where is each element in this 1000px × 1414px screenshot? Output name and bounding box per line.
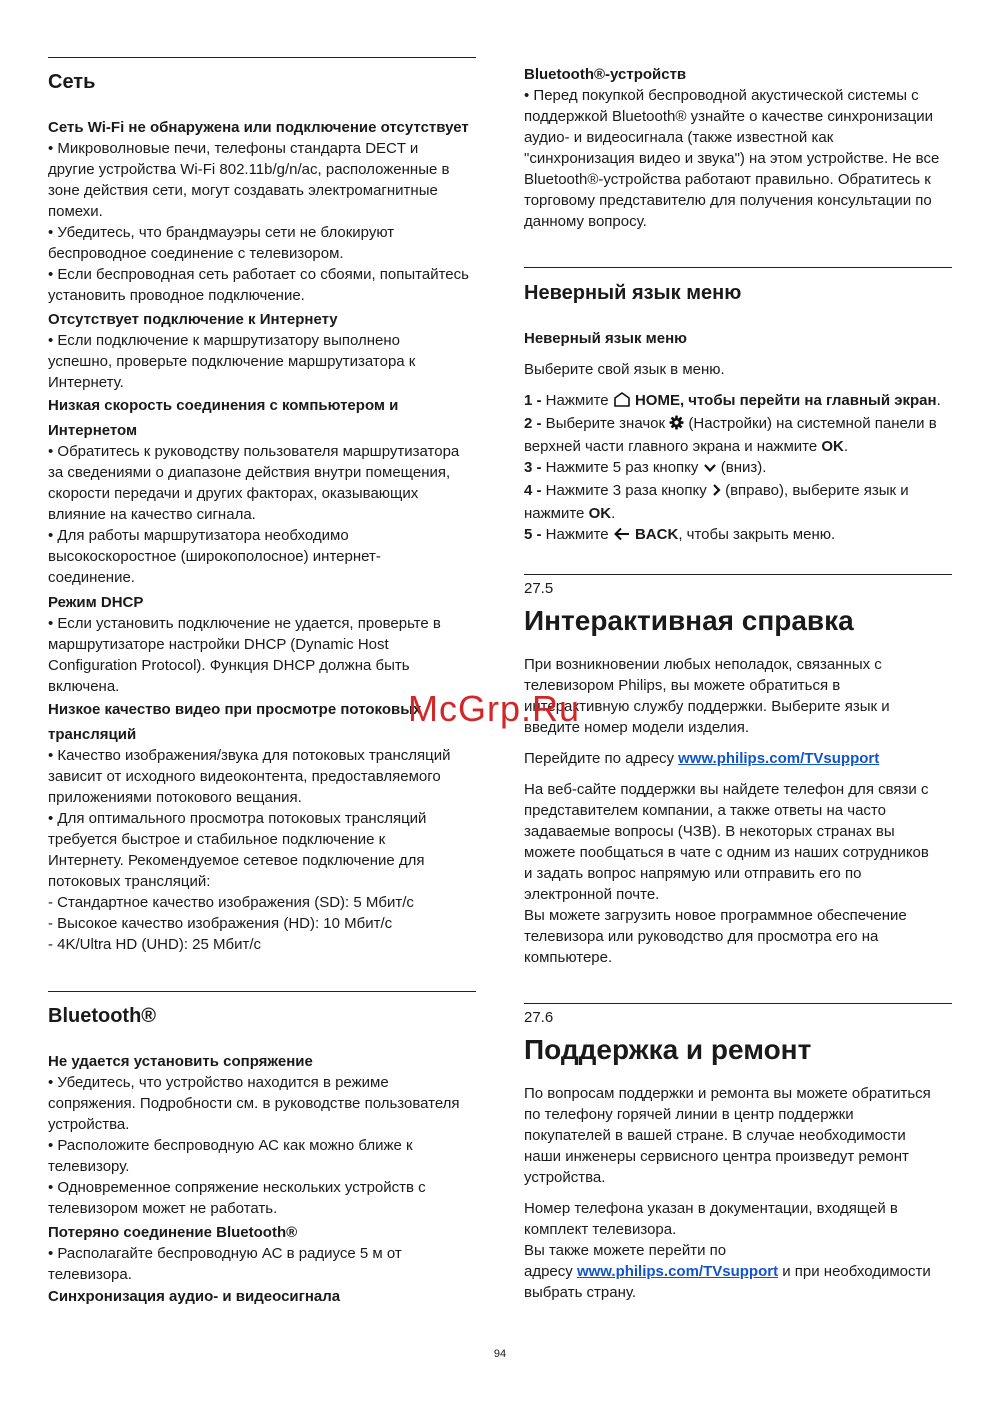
address-text: и при необходимости — [778, 1263, 931, 1280]
pair-text — [48, 1072, 488, 1219]
text-line: • Если беспроводная сеть работает со сбоями, попытайтесь — [48, 266, 469, 283]
text-line: аудио- и видеосигнала (также известной как — [524, 129, 834, 146]
text-line: помехи. — [48, 203, 103, 220]
step-text: , чтобы закрыть меню. — [678, 526, 836, 543]
text-line: Вы можете загрузить новое программное обеспечение — [524, 907, 907, 924]
text-line: введите номер модели изделия. — [524, 719, 750, 736]
text-line: телевизором Philips, вы можете обратиться в — [524, 677, 841, 694]
support-link[interactable]: www.philips.com/TVsupport — [576, 1263, 779, 1280]
text-line: • Для оптимального просмотра потоковых трансляций — [48, 810, 427, 827]
step-text: Нажмите 3 раза кнопку — [541, 482, 711, 499]
text-line: маршрутизаторе настройки DHCP (Dynamic Host — [48, 636, 389, 653]
step-text: верхней части главного экрана и нажмите — [524, 438, 822, 455]
bt-devices-section — [524, 64, 964, 232]
bluetooth-title: Bluetooth® — [48, 1005, 157, 1027]
stream-heading-1: Низкое качество видео при просмотре потоковых — [48, 701, 422, 718]
bt-devices-heading: Bluetooth®-устройств — [524, 66, 687, 83]
text-line: Интернету. — [48, 374, 124, 391]
online-help-title: Интерактивная справка — [524, 605, 854, 636]
text-line: • Качество изображения/звука для потоковых трансляций — [48, 747, 451, 764]
text-line: По вопросам поддержки и ремонта вы можете обратиться — [524, 1085, 931, 1102]
text-line: данному вопросу. — [524, 213, 647, 230]
dhcp-text — [48, 613, 488, 697]
bluetooth-section — [48, 1051, 488, 1307]
text-line: скорости передачи и других факторах, оказывающих — [48, 485, 419, 502]
text-line: высокоскоростное (широкополосное) интернет- — [48, 548, 381, 565]
text-line: задаваемые вопросы (ЧЗВ). В некоторых странах вы — [524, 823, 895, 840]
internet-heading: Отсутствует подключение к Интернету — [48, 311, 338, 328]
divider-bluetooth — [48, 991, 476, 992]
text-line: требуется быстрое и стабильное подключение к — [48, 831, 386, 848]
step-text: Нажмите — [541, 392, 613, 409]
steps — [524, 390, 964, 547]
step-text: . — [843, 438, 849, 455]
text-line: • Если подключение к маршрутизатору выполнено — [48, 332, 401, 349]
text-line: телевизору. — [48, 1158, 130, 1175]
goto-line — [524, 748, 964, 769]
language-title: Неверный язык меню — [524, 282, 742, 304]
section-number-27-6: 27.6 — [524, 1009, 554, 1026]
gear-icon — [669, 415, 684, 436]
text-line: представителем компании, а также ответы на часто — [524, 802, 886, 819]
step-text: (Настройки) на системной панели в — [684, 415, 937, 432]
text-line: комплект телевизора. — [524, 1221, 677, 1238]
support-repair-title: Поддержка и ремонт — [524, 1034, 812, 1065]
text-line: можете пообщаться в чате с одним из наших сотрудников — [524, 844, 929, 861]
text-line: телевизора. — [48, 1266, 132, 1283]
pair-heading: Не удается установить сопряжение — [48, 1053, 313, 1070]
step-text: Выберите значок — [541, 415, 670, 432]
text-line: • Обратитесь к руководству пользователя маршрутизатора — [48, 443, 460, 460]
text-line: устройства. — [524, 1169, 606, 1186]
text-line: Интернету. Рекомендуемое сетевое подключение для — [48, 852, 425, 869]
divider-language — [524, 267, 952, 268]
text-line: • Одновременное сопряжение нескольких устройств с — [48, 1179, 426, 1196]
text-line: выбрать страну. — [524, 1284, 637, 1301]
address-text: адресу — [524, 1263, 577, 1280]
text-line: • Расположите беспроводную АС как можно ближе к — [48, 1137, 413, 1154]
text-line: приложениями потокового вещания. — [48, 789, 302, 806]
lost-text — [48, 1243, 488, 1285]
language-intro: Выберите свой язык в меню. — [524, 361, 725, 378]
text-line: потоковых трансляций: — [48, 873, 211, 890]
step-text: . — [611, 505, 616, 522]
text-line: сопряжения. Подробности см. в руководстве пользователя — [48, 1095, 460, 1112]
section-number-27-5: 27.5 — [524, 580, 554, 597]
ok-label: OK — [588, 505, 612, 522]
slow-heading-2: Интернетом — [48, 422, 138, 439]
address-line — [524, 1261, 964, 1282]
text-line: При возникновении любых неполадок, связанных с — [524, 656, 882, 673]
text-line: наши инженеры сервисного центра произведут ремонт — [524, 1148, 909, 1165]
step-text: . — [936, 392, 941, 409]
text-line: за сведениями о диапазоне действия внутри помещения, — [48, 464, 451, 481]
divider-27-6 — [524, 1003, 952, 1004]
divider-27-5 — [524, 574, 952, 575]
text-line: - 4K/Ultra HD (UHD): 25 Мбит/с — [48, 936, 262, 953]
text-line: покупателей в вашей стране. В случае необходимости — [524, 1127, 906, 1144]
language-heading: Неверный язык меню — [524, 330, 687, 347]
slow-heading-1: Низкая скорость соединения с компьютером и — [48, 397, 399, 414]
wifi-heading: Сеть Wi-Fi не обнаружена или подключение отсутствует — [48, 119, 469, 136]
text-line: • Убедитесь, что брандмауэры сети не блокируют — [48, 224, 395, 241]
phone-text — [524, 1198, 964, 1303]
text-line: • Перед покупкой беспроводной акустической системы с — [524, 87, 919, 104]
text-line: - Стандартное качество изображения (SD): 5 Мбит/с — [48, 894, 414, 911]
back-arrow-icon — [613, 526, 631, 547]
online-help-text — [524, 779, 964, 968]
text-line: компьютере. — [524, 949, 613, 966]
text-line: На веб-сайте поддержки вы найдете телефон для связи с — [524, 781, 929, 798]
text-line: устройства. — [48, 1116, 130, 1133]
text-line: зоне действия сети, могут создавать электромагнитные — [48, 182, 438, 199]
page-number: 94 — [493, 1348, 507, 1360]
step-number: 2 - — [524, 415, 542, 432]
step-text: нажмите — [524, 505, 589, 522]
step-text: (вниз). — [716, 459, 767, 476]
step-text-bold: HOME, чтобы перейти на главный экран — [634, 392, 937, 409]
text-line: • Располагайте беспроводную АС в радиусе 5 м от — [48, 1245, 402, 1262]
text-line: успешно, проверьте подключение маршрутизатора к — [48, 353, 416, 370]
text-line: • Для работы маршрутизатора необходимо — [48, 527, 349, 544]
bt-devices-text — [524, 85, 964, 232]
text-line: интерактивную службу поддержки. Выберите язык и — [524, 698, 890, 715]
step-4-cont — [524, 503, 964, 524]
slow-text — [48, 441, 488, 588]
text-line: • Убедитесь, что устройство находится в режиме — [48, 1074, 389, 1091]
online-help-section — [524, 654, 964, 968]
text-line: - Высокое качество изображения (HD): 10 Мбит/с — [48, 915, 393, 932]
watermark: McGrp.Ru — [408, 688, 581, 729]
text-line: включена. — [48, 678, 120, 695]
network-section — [48, 117, 488, 955]
text-line: другие устройства Wi-Fi 802.11b/g/n/ac, расположенные в — [48, 161, 450, 178]
dhcp-heading: Режим DHCP — [48, 594, 144, 611]
step-3 — [524, 457, 964, 480]
text-line: поддержкой Bluetooth® узнайте о качестве синхронизации — [524, 108, 934, 125]
step-number: 1 - — [524, 392, 542, 409]
text-line: электронной почте. — [524, 886, 660, 903]
support-repair-section — [524, 1083, 964, 1303]
text-line: и задать вопрос напрямую или отправить его по — [524, 865, 862, 882]
text-line: по телефону горячей линии в центр поддержки — [524, 1106, 854, 1123]
step-2-cont — [524, 436, 964, 457]
support-link[interactable]: www.philips.com/TVsupport — [678, 750, 880, 767]
goto-text: Перейдите по адресу — [524, 750, 679, 767]
step-number: 5 - — [524, 526, 542, 543]
text-line: беспроводное соединение с телевизором. — [48, 245, 344, 262]
text-line: • Микроволновые печи, телефоны стандарта DECT и — [48, 140, 419, 157]
chevron-down-icon — [703, 459, 717, 480]
step-text: Нажмите — [541, 526, 613, 543]
text-line: Bluetooth®-устройства работают правильно. Обратитесь к — [524, 171, 931, 188]
step-5 — [524, 524, 964, 547]
text-line: влияние на качество сигнала. — [48, 506, 256, 523]
lost-heading: Потеряно соединение Bluetooth® — [48, 1224, 298, 1241]
ok-label: OK — [821, 438, 844, 455]
step-number: 3 - — [524, 459, 542, 476]
language-section — [524, 328, 964, 547]
wifi-text — [48, 138, 488, 306]
sync-heading: Синхронизация аудио- и видеосигнала — [48, 1288, 341, 1305]
stream-text — [48, 745, 488, 955]
step-text: Нажмите 5 раз кнопку — [541, 459, 703, 476]
text-line: Вы также можете перейти по — [524, 1242, 727, 1259]
step-4 — [524, 480, 964, 503]
text-line: торговому представителю для получения консультации по — [524, 192, 932, 209]
divider-network — [48, 57, 476, 58]
step-number: 4 - — [524, 482, 542, 499]
network-title: Сеть — [48, 71, 96, 93]
text-line: Номер телефона указан в документации, входящей в — [524, 1200, 898, 1217]
step-1 — [524, 390, 964, 413]
text-line: установить проводное подключение. — [48, 287, 305, 304]
text-line: Configuration Protocol). Функция DHCP должна быть — [48, 657, 410, 674]
step-text-bold: BACK — [634, 526, 679, 543]
step-text: (вправо), выберите язык и — [720, 482, 909, 499]
stream-heading-2: трансляций — [48, 726, 137, 743]
text-line: соединение. — [48, 569, 135, 586]
step-2 — [524, 413, 964, 436]
text-line: зависит от исходного видеоконтента, предоставляемого — [48, 768, 441, 785]
text-line: телевизором может не работать. — [48, 1200, 278, 1217]
chevron-right-icon — [711, 482, 721, 503]
internet-text — [48, 330, 488, 393]
text-line: • Если установить подключение не удается, проверьте в — [48, 615, 441, 632]
home-icon — [613, 392, 631, 413]
text-line: телевизора или руководство для просмотра его на — [524, 928, 879, 945]
text-line: "синхронизация видео и звука") на этом устройстве. Не все — [524, 150, 940, 167]
